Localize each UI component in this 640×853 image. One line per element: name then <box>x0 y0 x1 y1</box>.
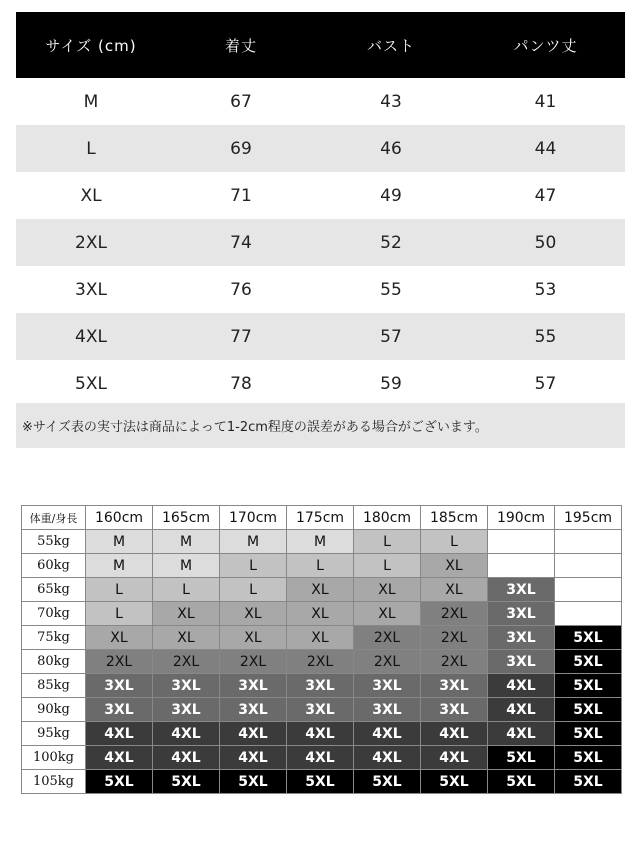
fit-grid-row <box>22 674 622 698</box>
size-table <box>16 12 625 407</box>
fit-size-cell: 5XL <box>555 626 622 650</box>
size-table-row <box>16 78 625 125</box>
fit-grid-row <box>22 626 622 650</box>
size-table-row <box>16 219 625 266</box>
fit-grid-row <box>22 746 622 770</box>
height-header: 190cm <box>488 506 555 530</box>
fit-size-cell <box>488 554 555 578</box>
weight-label: 70kg <box>22 602 86 626</box>
size-table-row <box>16 125 625 172</box>
fit-size-cell: 4XL <box>488 722 555 746</box>
fit-size-cell: L <box>86 578 153 602</box>
fit-size-cell: 2XL <box>421 626 488 650</box>
height-header: 170cm <box>220 506 287 530</box>
fit-size-cell: L <box>421 530 488 554</box>
size-table-cell: 3XL <box>75 279 107 300</box>
fit-grid-row <box>22 554 622 578</box>
size-table-cell: 53 <box>534 279 557 300</box>
fit-grid-row <box>22 602 622 626</box>
size-table-row <box>16 313 625 360</box>
fit-size-cell: 4XL <box>421 722 488 746</box>
size-table-cell: 47 <box>534 185 557 206</box>
height-header: 195cm <box>555 506 622 530</box>
fit-size-cell: 3XL <box>287 674 354 698</box>
fit-size-cell: M <box>220 530 287 554</box>
weight-label: 65kg <box>22 578 86 602</box>
fit-size-cell: XL <box>220 602 287 626</box>
size-table-row <box>16 172 625 219</box>
size-table-cell: 71 <box>230 185 252 206</box>
fit-size-cell: 4XL <box>488 698 555 722</box>
header-size: サイズ (cm) <box>45 36 137 55</box>
height-header: 165cm <box>153 506 220 530</box>
fit-size-cell: 4XL <box>287 746 354 770</box>
fit-size-cell: XL <box>287 578 354 602</box>
size-table-row <box>16 266 625 313</box>
fit-size-cell: 5XL <box>354 770 421 794</box>
fit-size-cell: 2XL <box>86 650 153 674</box>
fit-size-cell <box>555 602 622 626</box>
fit-size-cell: 3XL <box>86 698 153 722</box>
fit-size-cell: 5XL <box>220 770 287 794</box>
fit-size-cell: 3XL <box>488 626 555 650</box>
size-note <box>16 403 625 448</box>
size-table-cell: 43 <box>380 91 402 112</box>
fit-size-cell: 5XL <box>555 674 622 698</box>
fit-size-cell: 2XL <box>354 650 421 674</box>
fit-size-cell: L <box>220 554 287 578</box>
fit-size-cell: 3XL <box>287 698 354 722</box>
fit-size-cell: XL <box>153 602 220 626</box>
weight-label: 60kg <box>22 554 86 578</box>
fit-size-cell: 5XL <box>555 746 622 770</box>
fit-size-cell: 3XL <box>488 602 555 626</box>
size-table-cell: 77 <box>230 326 252 347</box>
fit-grid-row <box>22 650 622 674</box>
fit-size-cell: M <box>86 530 153 554</box>
size-table-cell: M <box>83 91 99 112</box>
size-table-cell: 57 <box>380 326 402 347</box>
fit-size-cell: 5XL <box>555 722 622 746</box>
size-table-cell: 46 <box>380 138 402 159</box>
fit-size-cell: L <box>220 578 287 602</box>
fit-size-cell <box>488 530 555 554</box>
fit-size-cell: 4XL <box>86 746 153 770</box>
fit-size-cell: 5XL <box>555 770 622 794</box>
fit-size-cell: 2XL <box>354 626 421 650</box>
fit-size-cell: 3XL <box>220 674 287 698</box>
size-table-cell: 2XL <box>75 232 107 253</box>
fit-size-cell: L <box>287 554 354 578</box>
fit-size-cell: 3XL <box>354 698 421 722</box>
fit-size-cell: 3XL <box>86 674 153 698</box>
fit-grid-row <box>22 698 622 722</box>
weight-label: 55kg <box>22 530 86 554</box>
fit-size-cell: M <box>153 530 220 554</box>
fit-size-cell: 4XL <box>153 746 220 770</box>
weight-label: 80kg <box>22 650 86 674</box>
fit-size-cell: 3XL <box>421 674 488 698</box>
height-header: 175cm <box>287 506 354 530</box>
fit-size-cell: XL <box>354 602 421 626</box>
size-table-cell: 55 <box>380 279 402 300</box>
fit-size-cell: 4XL <box>220 746 287 770</box>
fit-grid-corner: 体重/身長 <box>22 506 86 530</box>
fit-size-cell: 3XL <box>354 674 421 698</box>
fit-size-cell: 4XL <box>86 722 153 746</box>
fit-size-cell: 2XL <box>153 650 220 674</box>
fit-size-cell: XL <box>220 626 287 650</box>
fit-size-cell: 4XL <box>287 722 354 746</box>
size-table-cell: L <box>86 138 96 159</box>
fit-size-cell: L <box>354 530 421 554</box>
weight-label: 85kg <box>22 674 86 698</box>
size-table-header <box>16 12 625 78</box>
fit-size-cell: 4XL <box>354 746 421 770</box>
weight-label: 105kg <box>22 770 86 794</box>
size-table-cell: 4XL <box>75 326 107 347</box>
size-table-cell: 49 <box>380 185 402 206</box>
fit-grid-body <box>22 530 622 794</box>
fit-size-cell: L <box>354 554 421 578</box>
height-header: 180cm <box>354 506 421 530</box>
size-table-cell: 69 <box>230 138 252 159</box>
fit-size-cell: 5XL <box>488 770 555 794</box>
fit-grid-row <box>22 722 622 746</box>
header-pants-length: パンツ丈 <box>513 36 578 55</box>
fit-size-cell: 2XL <box>220 650 287 674</box>
size-table-cell: 74 <box>230 232 252 253</box>
size-table-cell: 78 <box>230 373 252 394</box>
size-table-cell: 76 <box>230 279 252 300</box>
size-table-cell: 67 <box>230 91 252 112</box>
size-table-body <box>16 78 625 407</box>
fit-size-cell: XL <box>153 626 220 650</box>
header-bust: バスト <box>366 36 415 55</box>
size-table-cell: XL <box>80 185 102 206</box>
fit-size-cell: XL <box>287 626 354 650</box>
weight-label: 100kg <box>22 746 86 770</box>
fit-size-cell: 2XL <box>287 650 354 674</box>
fit-grid <box>21 505 622 794</box>
fit-grid-row <box>22 578 622 602</box>
size-table-cell: 41 <box>534 91 557 112</box>
weight-label: 75kg <box>22 626 86 650</box>
fit-size-cell: 4XL <box>153 722 220 746</box>
fit-size-cell: 4XL <box>488 674 555 698</box>
size-table-cell: 59 <box>380 373 402 394</box>
weight-label: 95kg <box>22 722 86 746</box>
fit-size-cell: 3XL <box>488 578 555 602</box>
fit-size-cell: 5XL <box>488 746 555 770</box>
fit-size-cell: 5XL <box>153 770 220 794</box>
size-table-row <box>16 360 625 407</box>
fit-size-cell: 4XL <box>220 722 287 746</box>
fit-size-cell: XL <box>287 602 354 626</box>
fit-grid-row <box>22 530 622 554</box>
fit-size-cell: 4XL <box>354 722 421 746</box>
fit-size-cell: 5XL <box>555 698 622 722</box>
fit-size-cell: 4XL <box>421 746 488 770</box>
fit-size-cell: 3XL <box>220 698 287 722</box>
height-header: 185cm <box>421 506 488 530</box>
fit-size-cell: 5XL <box>86 770 153 794</box>
weight-label: 90kg <box>22 698 86 722</box>
fit-size-cell: M <box>86 554 153 578</box>
fit-size-cell: 5XL <box>555 650 622 674</box>
fit-size-cell <box>555 554 622 578</box>
fit-size-cell: 3XL <box>153 674 220 698</box>
size-table-cell: 44 <box>534 138 557 159</box>
fit-size-cell: 5XL <box>421 770 488 794</box>
fit-size-cell: XL <box>86 626 153 650</box>
fit-size-cell <box>555 578 622 602</box>
header-length: 着丈 <box>224 36 257 55</box>
fit-size-cell: 3XL <box>488 650 555 674</box>
fit-size-cell <box>555 530 622 554</box>
size-table-cell: 55 <box>534 326 557 347</box>
height-header: 160cm <box>86 506 153 530</box>
fit-size-cell: 3XL <box>153 698 220 722</box>
size-table-cell: 57 <box>534 373 557 394</box>
fit-size-cell: 2XL <box>421 650 488 674</box>
size-table-cell: 5XL <box>75 373 107 394</box>
fit-size-cell: 5XL <box>287 770 354 794</box>
fit-grid-row <box>22 770 622 794</box>
fit-size-cell: L <box>153 578 220 602</box>
fit-size-cell: 3XL <box>421 698 488 722</box>
size-note-text: ※サイズ表の実寸法は商品によって1-2cm程度の誤差がある場合がございます。 <box>22 420 488 435</box>
fit-size-cell: M <box>153 554 220 578</box>
fit-size-cell: XL <box>421 578 488 602</box>
size-table-cell: 52 <box>380 232 402 253</box>
fit-size-cell: L <box>86 602 153 626</box>
fit-grid-header <box>22 506 622 530</box>
fit-size-cell: XL <box>421 554 488 578</box>
fit-size-cell: XL <box>354 578 421 602</box>
fit-size-cell: 2XL <box>421 602 488 626</box>
size-table-cell: 50 <box>534 232 557 253</box>
fit-size-cell: M <box>287 530 354 554</box>
